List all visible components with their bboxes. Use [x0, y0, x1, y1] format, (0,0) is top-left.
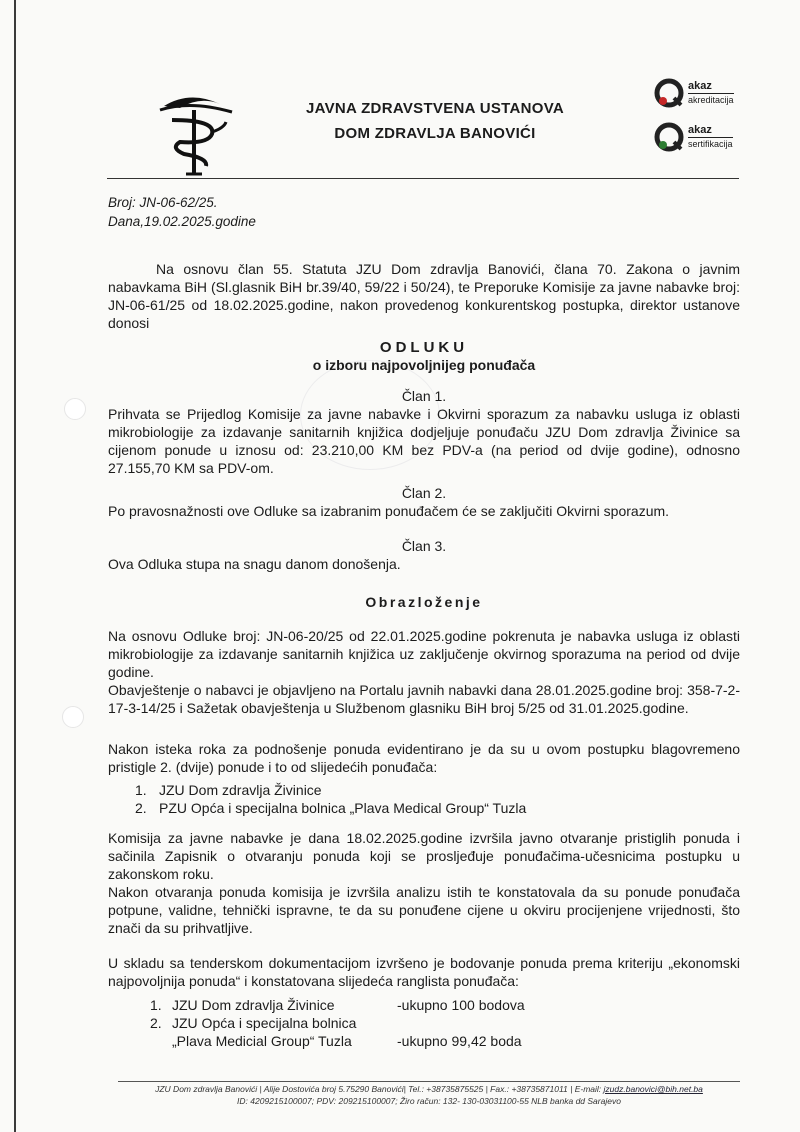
akaz-logo-icon — [654, 122, 684, 152]
badge-label: akreditacija — [688, 95, 734, 105]
akaz-logo-icon — [654, 78, 684, 108]
institution-name-line2: DOM ZDRAVLJA BANOVIĆI — [334, 125, 536, 142]
article-2-text: Po pravosnažnosti ove Odluke sa izabranim ponuđačem će se zaključiti Okvirni sporazum. — [108, 503, 670, 519]
punch-hole — [64, 398, 86, 420]
article-1-heading: Član 1. — [401, 388, 447, 404]
ranked-bidder-points: -ukupno 99,42 boda — [397, 1033, 522, 1049]
ranked-bidder-name-continued: „Plava Medicial Group“ Tuzla — [172, 1033, 352, 1049]
intro-paragraph — [108, 260, 740, 332]
footer-registration-line: ID: 4209215100007; PDV: 209215100007; Žiro račun: 132- 130-03031100-55 NLB banka dd Sarajevo — [237, 1096, 621, 1106]
certification-badge — [654, 122, 733, 152]
footer-contact-text: JZU Dom zdravlja Banovići | Alije Dostovića broj 5.75290 Banovići| Tel.: +38735875525 | Fax.: +38735871011 | E-mail: — [155, 1084, 602, 1094]
decision-subtitle: o izboru najpovoljnijeg ponuđača — [312, 357, 536, 373]
page-edge-line — [14, 0, 16, 1132]
list-number: 2. — [135, 800, 147, 816]
reference-number: Broj: JN-06-62/25. — [108, 195, 218, 210]
rationale-paragraph-3: Nakon isteka roka za podnošenje ponuda evidentirano je da su u ovom postupku blagovremeno pristigle 2. (dvije) ponude i to od slijedećih ponuđača: — [108, 741, 740, 775]
bidders-list — [135, 781, 526, 817]
intro-text: Na osnovu član 55. Statuta JZU Dom zdravlja Banovići, člana 70. Zakona o javnim nabavkama BiH (Sl.glasnik BiH br.39/40, 59/22 i 50/24), te Preporuke Komisije za javne nabavke broj: JN-06-61/25 od 18.02.2025.godine, nakon provedenog konkurentskog postupka, direktor ustanove donosi — [108, 261, 740, 331]
badge-brand: akaz — [688, 81, 734, 94]
reference-date: Dana,19.02.2025.godine — [108, 214, 256, 229]
footer-email-link[interactable]: jzudz.banovici@bih.net.ba — [603, 1084, 703, 1094]
list-item — [135, 781, 526, 799]
article-1-text: Prihvata se Prijedlog Komisije za javne nabavke i Okvirni sporazum za nabavku usluga iz oblasti mikrobiologije za izdavanje sanitarnih knjižica dodjeljuje ponuđaču JZU Dom zdravlja Živinice sa cijenom ponude u iznosu od: 23.210,00 KM bez PDV-a (na period od dvije godine), odnosno 27.155,70 KM sa PDV-om. — [108, 406, 740, 476]
rationale-paragraph-2: Obavještenje o nabavci je objavljeno na Portalu javnih nabavki dana 28.01.2025.godine broj: 358-7-2-17-3-14/25 i Sažetak obavještenja u Službenom glasniku BiH broj 5/25 od 31.01.2025.godine. — [108, 682, 740, 716]
list-item — [135, 799, 526, 817]
caduceus-bowl-serpent-icon — [150, 86, 242, 178]
rationale-title: Obrazloženje — [365, 594, 483, 610]
rationale-paragraph-6: U skladu sa tenderskom dokumentacijom izvršeno je bodovanje ponuda prema kriteriju „ekonomski najpovoljnija ponuda“ i konstatovana slijedeća ranglista ponuđača: — [108, 955, 740, 989]
article-2-heading: Član 2. — [401, 485, 447, 501]
list-number: 1. — [135, 782, 147, 798]
ranked-bidder-name: JZU Opća i specijalna bolnica — [172, 1015, 357, 1031]
institution-name-line1: JAVNA ZDRAVSTVENA USTANOVA — [305, 100, 565, 117]
article-3-heading: Član 3. — [401, 538, 447, 554]
accreditation-badge — [654, 78, 734, 108]
footer-contact-line — [118, 1084, 740, 1094]
header-divider — [107, 178, 739, 179]
rank-number: 1. — [150, 997, 162, 1013]
rationale-paragraph-5: Nakon otvaranja ponuda komisija je izvršila analizu istih te konstatovala da su ponude ponuđača potpune, validne, tehnički ispravne, te da su ponuđene cijene u okviru procijenjene vrijednosti, što znači da su prihvatljive. — [108, 884, 740, 936]
rank-number: 2. — [150, 1015, 162, 1031]
badge-brand: akaz — [688, 125, 733, 138]
bidder-name: PZU Opća i specijalna bolnica „Plava Medical Group“ Tuzla — [159, 800, 527, 816]
punch-hole — [62, 706, 84, 728]
bidder-name: JZU Dom zdravlja Živinice — [159, 782, 322, 798]
decision-title: ODLUKU — [379, 339, 469, 356]
article-3-text: Ova Odluka stupa na snagu danom donošenja. — [108, 556, 401, 572]
rationale-paragraph-1: Na osnovu Odluke broj: JN-06-20/25 od 22.01.2025.godine pokrenuta je nabavka usluga iz oblasti mikrobiologije za izdavanje sanitarnih knjižica uz zaključenje okvirnog sporazuma na period od dvije godine. — [108, 628, 740, 680]
ranked-bidder-name: JZU Dom zdravlja Živinice — [172, 997, 335, 1013]
ranked-bidder-points: -ukupno 100 bodova — [397, 997, 525, 1013]
badge-label: sertifikacija — [688, 139, 733, 149]
rationale-paragraph-4: Komisija za javne nabavke je dana 18.02.2025.godine izvršila javno otvaranje pristiglih ponuda i sačinila Zapisnik o otvaranju ponuda koji se prosljeđuje ponuđačima-učesnicima postupku u zakonskom roku. — [108, 830, 740, 882]
footer-divider — [118, 1081, 740, 1082]
